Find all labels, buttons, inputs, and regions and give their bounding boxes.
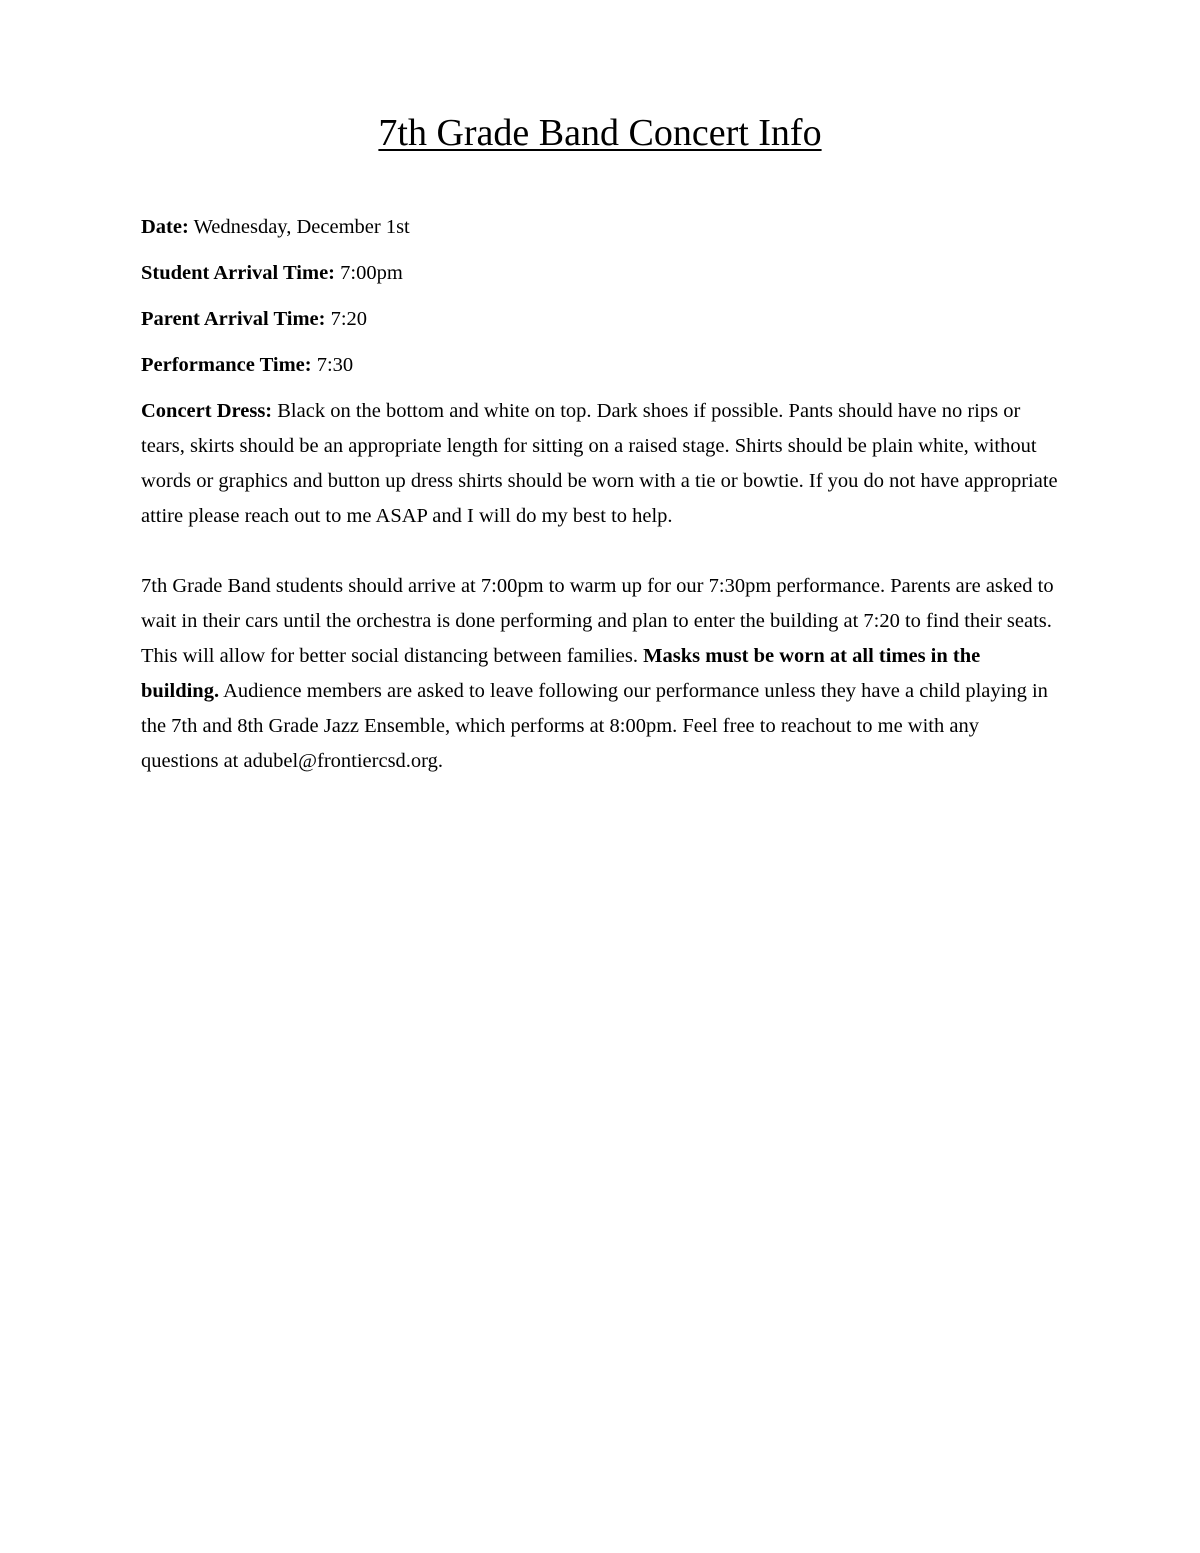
info-paragraph-part2: Audience members are asked to leave following our performance unless they have a child playing in the 7th and 8th Grade Jazz Ensemble, which performs at 8:00pm. Feel free to reachout to me with any questions at adubel@frontiercsd.org. [141,680,1048,772]
detail-value: Wednesday, December 1st [188,216,410,238]
detail-parent-arrival [141,302,1061,337]
detail-concert-dress [141,394,1061,534]
detail-date [141,210,1061,245]
detail-value: 7:00pm [335,262,403,284]
detail-value: 7:20 [325,308,368,330]
detail-student-arrival [141,256,1061,291]
detail-value: Black on the bottom and white on top. Dark shoes if possible. Pants should have no rips or tears, skirts should be an appropriate length for sitting on a raised stage. Shirts should be plain white, without words or graphics and button up dress shirts should be worn with a tie or bowtie. If you do not have appropriate attire please reach out to me ASAP and I will do my best to help. [141,400,1058,527]
info-paragraph-part1: 7th Grade Band students should arrive at 7:00pm to warm up for our 7:30pm performance. Parents are asked to wait in their cars until the orchestra is done performing and plan to enter the building at 7:20 to find their seats. This will allow for better social distancing between families. [141,575,1054,667]
detail-label: Concert Dress: [141,400,273,422]
mask-requirement: Masks must be worn at all times in the building. [141,645,981,702]
detail-value: 7:30 [311,354,354,376]
detail-label: Student Arrival Time: [141,262,335,284]
document-title [0,108,1200,158]
info-paragraph [141,569,1061,779]
detail-performance-time [141,348,1061,383]
detail-label: Parent Arrival Time: [141,308,326,330]
detail-label: Date: [141,216,189,238]
detail-label: Performance Time: [141,354,312,376]
document-title-text: 7th Grade Band Concert Info [378,112,822,154]
document-body [141,210,1061,779]
